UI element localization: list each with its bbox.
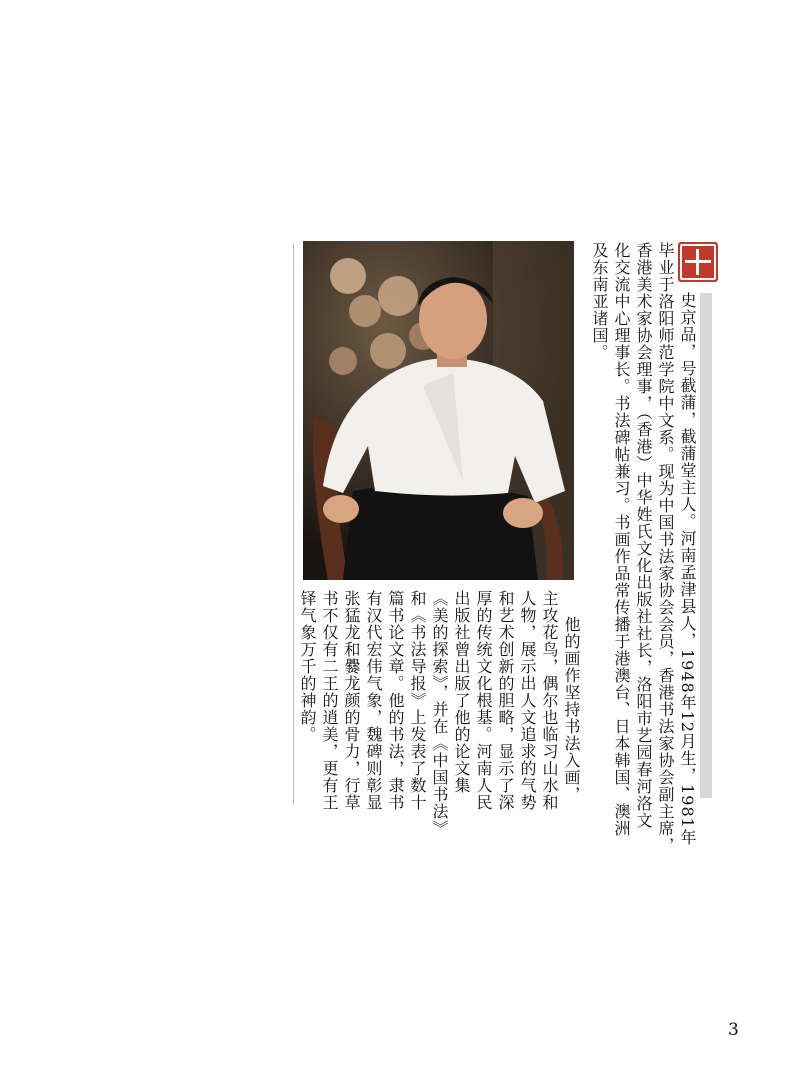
body-column-6: 出版社曾出版了他的论文集: [452, 590, 471, 794]
body-column-2: 主攻花鸟，偶尔也临习山水和: [540, 590, 559, 811]
page-number: 3: [728, 1020, 739, 1040]
body-column-9: 篇书论文章。他的书法，隶书: [386, 590, 405, 811]
bio-column-3: 香港美术家协会理事，（香港）中华姓氏文化出版社社长，洛阳市艺园春河洛文: [634, 242, 653, 829]
seal-icon: [678, 242, 718, 282]
bio-column-1: 史京品，号截蒲，截蒲堂主人。河南孟津县人，1948年12月生，1981年: [678, 292, 697, 846]
portrait-photo: [303, 241, 574, 580]
body-column-4: 和艺术创新的胆略，显示了深: [496, 590, 515, 811]
body-column-5: 厚的传统文化根基。河南人民: [474, 590, 493, 811]
body-column-10: 有汉代宏伟气象，魏碑则彰显: [364, 590, 383, 811]
bio-column-2: 毕业于洛阳师范学院中文系。现为中国书法家协会会员，香港书法家协会副主席，: [656, 242, 675, 854]
body-column-8: 和《书法导报》上发表了数十: [408, 590, 427, 811]
body-column-7: 《美的探索》，并在《中国书法》: [430, 590, 449, 837]
accent-bar: [700, 293, 712, 798]
body-column-1: 他的画作坚持书法入画，: [562, 616, 581, 803]
body-column-3: 人物，展示出人文追求的气势: [518, 590, 537, 811]
body-column-11: 张猛龙和爨龙颜的骨力，行草: [342, 590, 361, 811]
bio-column-4: 化交流中心理事长。书法碑帖兼习。书画作品常传播于港澳台、日本韩国、澳洲: [612, 242, 631, 837]
body-column-13: 铎气象万千的神韵。: [298, 590, 317, 743]
bio-column-5: 及东南亚诸国。: [590, 242, 609, 361]
body-column-12: 书不仅有二王的逍美，更有王: [320, 590, 339, 811]
